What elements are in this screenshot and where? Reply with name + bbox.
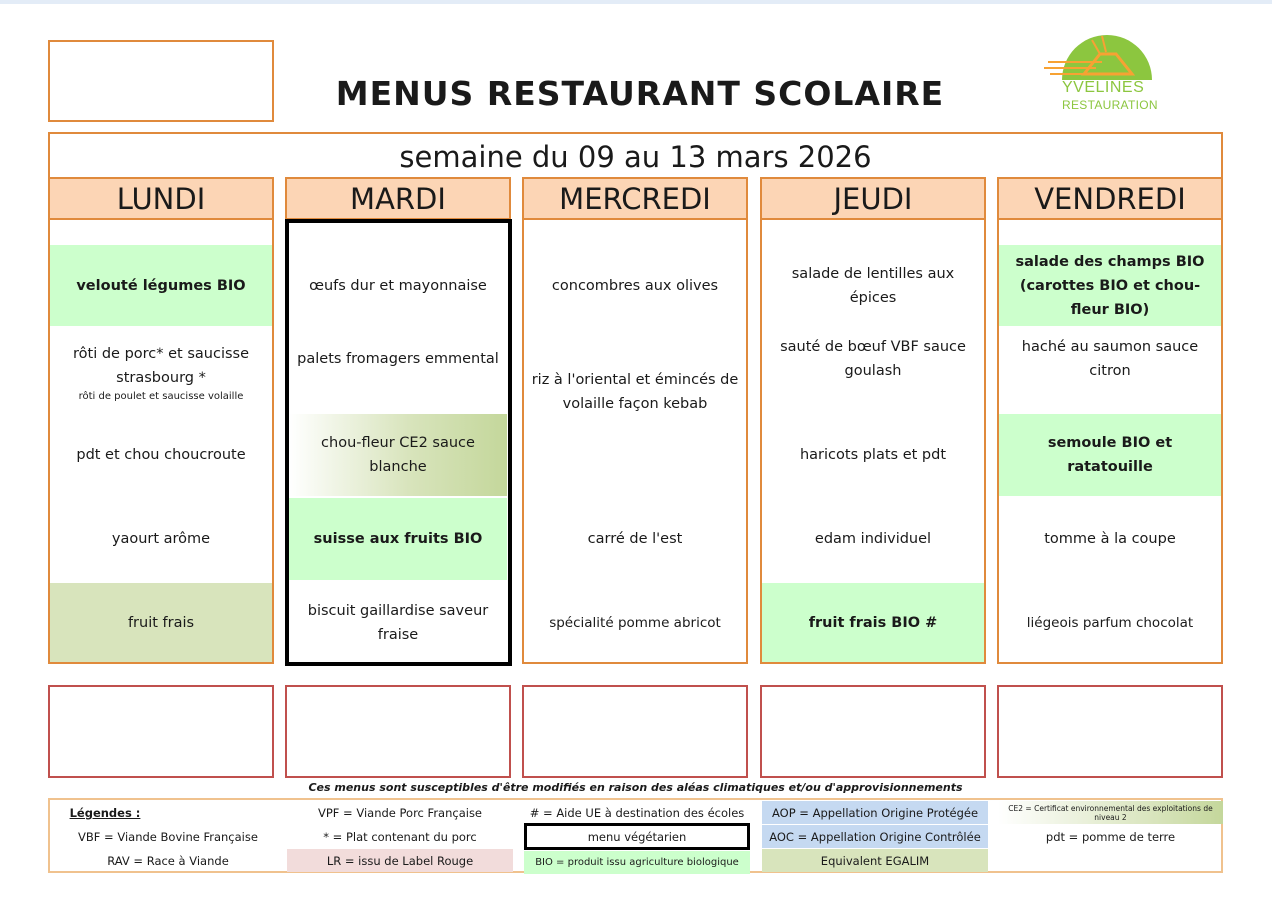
note-box-lundi bbox=[48, 685, 274, 778]
menu-item-text: tomme à la coupe bbox=[1044, 531, 1176, 547]
legend-panel bbox=[48, 798, 1223, 873]
menu-item-dessert bbox=[524, 583, 746, 662]
menu-item-dessert bbox=[762, 583, 984, 662]
legend-aop: AOP = Appellation Origine Protégée bbox=[762, 801, 988, 824]
menu-item-alternative: rôti de poulet et saucisse volaille bbox=[78, 391, 244, 402]
menu-item-text: spécialité pomme abricot bbox=[549, 614, 721, 631]
week-banner: semaine du 09 au 13 mars 2026 bbox=[48, 132, 1223, 179]
day-header: VENDREDI bbox=[999, 177, 1221, 220]
disclaimer-notice: Ces menus sont susceptibles d'être modifiés en raison des aléas climatiques et/ou d'approvisionnements bbox=[308, 781, 963, 794]
menu-item-text: salade de lentilles aux épices bbox=[791, 265, 955, 306]
menu-item-text: pdt et chou choucroute bbox=[76, 447, 246, 463]
menu-item-dairy bbox=[999, 498, 1221, 580]
menu-item-dairy bbox=[762, 498, 984, 580]
note-box-mercredi bbox=[522, 685, 748, 778]
menu-item-text: suisse aux fruits BIO bbox=[313, 531, 483, 547]
menu-item-text: rôti de porc* et saucisse strasbourg * bbox=[73, 346, 249, 386]
menu-item-main bbox=[50, 333, 272, 413]
menu-item-dessert bbox=[999, 583, 1221, 662]
menu-item-starter bbox=[524, 245, 746, 326]
day-column-vendredi bbox=[997, 177, 1223, 664]
day-column-jeudi bbox=[760, 177, 986, 664]
menu-item-text: liégeois parfum chocolat bbox=[1026, 614, 1194, 631]
note-box-vendredi bbox=[997, 685, 1223, 778]
menu-item-text: velouté légumes BIO bbox=[76, 277, 246, 294]
note-box-mardi bbox=[285, 685, 511, 778]
legend-rav: RAV = Race à Viande bbox=[107, 853, 229, 868]
legend-aide-ue: # = Aide UE à destination des écoles bbox=[529, 805, 745, 820]
menu-item-text: haricots plats et pdt bbox=[799, 447, 947, 463]
legend-label-rouge: LR = issu de Label Rouge bbox=[287, 849, 513, 872]
legend-vbf: VBF = Viande Bovine Française bbox=[78, 829, 258, 844]
menu-item-side bbox=[999, 414, 1221, 496]
day-header: JEUDI bbox=[762, 177, 984, 220]
menu-item-text: riz à l'oriental et émincés de volaille façon kebab bbox=[531, 372, 739, 412]
legend-egalim: Equivalent EGALIM bbox=[762, 849, 988, 872]
top-strip bbox=[0, 0, 1272, 4]
menu-item-side bbox=[50, 414, 272, 496]
menu-item-text: sauté de bœuf VBF sauce goulash bbox=[780, 339, 966, 379]
menu-item-text: fruit frais bbox=[127, 614, 195, 631]
menu-item-text: yaourt arôme bbox=[111, 531, 211, 547]
day-column-mercredi bbox=[522, 177, 748, 664]
menu-item-main bbox=[524, 337, 746, 447]
day-header: MARDI bbox=[285, 177, 511, 220]
menu-item-text: fruit frais BIO # bbox=[808, 614, 938, 631]
menu-item-text: concombres aux olives bbox=[551, 277, 719, 294]
menu-item-dairy bbox=[50, 498, 272, 580]
menu-item-text: chou-fleur CE2 sauce blanche bbox=[321, 435, 475, 475]
logo-text-restauration: RESTAURATION bbox=[1062, 98, 1158, 112]
menu-item-starter bbox=[50, 245, 272, 326]
legend-aoc: AOC = Appellation Origine Contrôlée bbox=[762, 825, 988, 848]
legend-ce2: CE2 = Certificat environnemental des exploitations de niveau 2 bbox=[998, 801, 1223, 824]
legend-vpf: VPF = Viande Porc Française bbox=[317, 805, 483, 820]
menu-item-text: carré de l'est bbox=[587, 531, 683, 547]
menu-item-text: semoule BIO et ratatouille bbox=[1047, 435, 1173, 475]
menu-item-main bbox=[999, 319, 1221, 399]
legend-pdt: pdt = pomme de terre bbox=[1045, 829, 1176, 844]
day-header: MERCREDI bbox=[524, 177, 746, 220]
menu-item-starter bbox=[762, 245, 984, 326]
note-box-jeudi bbox=[760, 685, 986, 778]
legend-vegetarian: menu végétarien bbox=[524, 823, 750, 850]
day-column-lundi bbox=[48, 177, 274, 664]
menu-item-side bbox=[762, 414, 984, 496]
menu-item-text: haché au saumon sauce citron bbox=[1021, 339, 1199, 379]
day-header: LUNDI bbox=[50, 177, 272, 220]
school-name-box bbox=[48, 40, 274, 122]
menu-item-dairy bbox=[524, 498, 746, 580]
menu-item-text: biscuit gaillardise saveur fraise bbox=[307, 602, 489, 643]
menu-item-text: edam individuel bbox=[814, 531, 932, 547]
page-title: MENUS RESTAURANT SCOLAIRE bbox=[335, 74, 945, 113]
menu-item-text: palets fromagers emmental bbox=[297, 351, 499, 367]
legend-bio: BIO = produit issu agriculture biologique bbox=[524, 851, 750, 874]
vegetarian-menu-frame bbox=[285, 219, 512, 666]
yvelines-restauration-logo bbox=[1040, 34, 1170, 116]
menu-item-dessert bbox=[50, 583, 272, 662]
menu-item-text: œufs dur et mayonnaise bbox=[309, 277, 487, 294]
menu-item-main bbox=[762, 329, 984, 409]
legend-porc: * = Plat contenant du porc bbox=[323, 829, 477, 844]
legend-title: Légendes : bbox=[69, 805, 141, 820]
menu-item-text: salade des champs BIO (carottes BIO et chou-fleur BIO) bbox=[1015, 253, 1205, 318]
menu-item-starter bbox=[999, 245, 1221, 326]
logo-text-yvelines: YVELINES bbox=[1062, 79, 1145, 96]
